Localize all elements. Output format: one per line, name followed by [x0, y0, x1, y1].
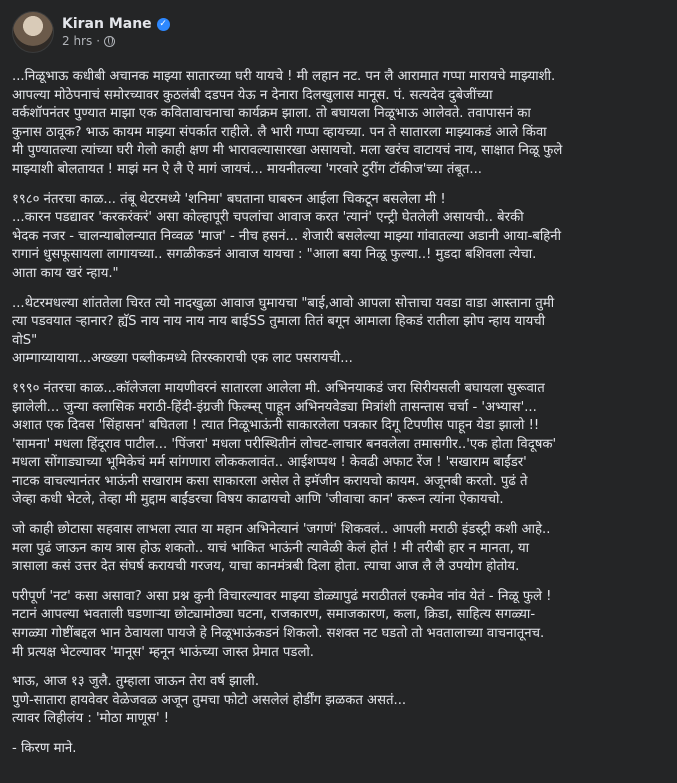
post-text-line: त्यावर लिहीलंय : 'मोठा माणूस' !: [12, 711, 170, 727]
post-paragraph: [12, 740, 665, 759]
meta-separator: ·: [96, 34, 101, 48]
post-text-line: वर्कशॉपनंतर पुण्यात माझा एक कवितावाचनाचा कार्यक्रम झाला. तो बघायला निळूभाऊ आलेवते. तवापासनं का: [12, 106, 531, 122]
post-text-line: आम्गाय्यायाया...अख्ख्या पब्लीकमध्ये तिरस्काराची एक लाट पसरायची...: [12, 351, 353, 367]
globe-icon[interactable]: [104, 36, 115, 47]
post-text-line: माझ्याशी बोलतायत ! माझं मन ऐ लै ऐ मागं जायचं... मायनीतल्या 'गरवारे टुरींग टॉकीज'च्या तंबूत...: [12, 161, 482, 177]
post-text-line: जो काही छोटासा सहवास लाभला त्यात या महान अभिनेत्यानं 'जगणं' शिकवलं.. आपली मराठी इंडस्ट्री कशी आहे..: [12, 522, 551, 538]
post-text-line: मला पुढं जाऊन काय त्रास होऊ शकतो.. याचं भाकित भाऊंनी त्यावेळी केलं होतं ! मी तरीबी हार न मानता, या: [12, 540, 530, 556]
post-text-line: - किरण माने.: [12, 741, 77, 756]
post-text-line: परीपूर्ण 'नट' कसा असावा? असा प्रश्न कुनी विचारल्यावर माझ्या डोळ्यापुढं मराठीतलं एकमेव नांव येतं - निळू फुले !: [12, 588, 552, 604]
post-text-line: मधला सोंगाड्याच्या भूमिकेचं मर्म सांगणारा लोककलावंत.. आईशप्पथ ! केवढी अफाट रेंज ! 'सखाराम बाईंडर': [12, 455, 527, 471]
timestamp-row: [62, 34, 170, 48]
post-text-line: भेदक नजर - चालन्याबोलन्यात निव्वळ 'माज' - नीच हसनं... शेजारी बसलेल्या माझ्या गांवातल्या अडानी आया-बहिनी: [12, 228, 562, 244]
post-time[interactable]: 2 hrs: [62, 34, 93, 48]
post-text-line: पुणे-सातारा हायवेवर वेळेजवळ अजून तुमचा फोटो असलेलं होर्डींग झळकत असतं...: [12, 692, 407, 708]
post-text-line: नाटक वाचल्यानंतर भाऊंनी सखाराम कसा साकारला असेल ते इमॅजीन करायचो कायम. अजूनबी करतो. पुढं ते: [12, 473, 528, 489]
post-text-line: १९८० नंतरचा काळ... तंबू थेटरमध्ये 'शनिमा' बघताना घाबरुन आईला चिकटून बसलेला मी !: [12, 191, 446, 207]
post-paragraph: [12, 521, 665, 577]
post-text-line: १९९० नंतरचा काळ...कॉलेजला मायणीवरनं सातारला आलेला मी. अभिनयाकडं जरा सिरीयसली बघायला सुरूवात: [12, 380, 545, 396]
post-text-line: रागानं धुसफूसायला लागायच्या.. सगळीकडनं आवाज यायचा : "आला बया निळू फुल्या..! मुडदा बशिवला त्येचा.: [12, 247, 537, 263]
post-text-line: ...निळूभाऊ कधीबी अचानक माझ्या सातारच्या घरी यायचे ! मी लहान नट. पन लै आरामात गप्पा मारायचे माझ्याशी.: [12, 69, 556, 84]
verified-badge-icon: ✓: [157, 18, 170, 31]
post-text-line: कुनास ठावूक? भाऊ कायम माझ्या संपर्कात राहीले. लै भारी गप्पा व्हायच्या. पन ते सातारला माझ्याकडं आले किंवा: [12, 124, 547, 140]
post-text-line: सगळ्या गोष्टींबद्दल भान ठेवायला पायजे हे निळूभाऊंकडनं शिकलो. सशक्त नट घडतो तो भवतालाच्या वाचनातूनच.: [12, 626, 545, 642]
post-text-line: त्रासाला कसं उत्तर देत संघर्ष करायची गरजय, याचा कानमंत्रबी दिला होता. त्याचा आज लै लै उपयोग होतोय.: [12, 559, 520, 575]
post-paragraph: [12, 588, 665, 662]
post-text-line: अशात एक दिवस 'सिंहासन' बघितला ! त्यात निळूभाऊंनी साकारलेला पत्रकार दिगू टिपणीस पाहून येडा झालो !!: [12, 418, 540, 434]
post-paragraph: [12, 68, 665, 180]
post-text-line: नटानं आपल्या भवताली घडणाऱ्या छोट्यामोठ्या घटना, राजकारण, समाजकारण, कला, क्रिडा, साहित्य सगळ्या-: [12, 607, 536, 623]
post-text-line: 'सामना' मधला हिंदूराव पाटील... 'पिंजरा' मधला परीस्थितीनं लोचट-लाचार बनवलेला तमासगीर..'एक होता विदूषक': [12, 436, 557, 452]
post-text-line: आता काय खरं न्हाय.": [12, 265, 119, 281]
author-name[interactable]: Kiran Mane: [62, 16, 152, 32]
post-text-line: मी पुण्यातल्या त्यांच्या घरी गेलो काही क्षण मी भारावल्यासारखा असायचो. मला खरंच वाटायचं नाय, साक्षात निळू फुले: [12, 143, 563, 159]
post-paragraph: [12, 295, 665, 369]
post-text-line: जेव्हा कधी भेटले, तेव्हा मी मुद्दाम बाईंडरचा विषय काढायचो आणि 'जीवाचा कान' करून त्यांना ऐकायचो.: [12, 492, 504, 508]
post-text-line: ...कारन पडद्यावर 'करकरंकरं' असा कोल्हापूरी चपलांचा आवाज करत 'त्यानं' एन्ट्री घेतलेली असायची.. बेरकी: [12, 210, 524, 226]
author-row: [62, 16, 170, 32]
post-text-line: ...थेटरमधल्या शांततेला चिरत त्यो नादखुळा आवाज घुमायचा "बाई,आवो आपला सोत्ताचा यवडा वाडा आस्ताना तुमी: [12, 295, 555, 311]
post-text-line: मी प्रत्यक्ष भेटल्यावर 'मानूस' म्हनून भाऊंच्या जास्त प्रेमात पडलो.: [12, 644, 314, 660]
post-meta: [62, 16, 170, 48]
post-text-line: त्या पडवयात ऱ्हानार? ह्यॅS नाय नाय नाय नाय बाईSS तुमाला तितं बगून आमाला हिकडं रातीला झोप न्हाय यायची: [12, 314, 546, 330]
post-body: [12, 68, 665, 759]
post-text-line: भाऊ, आज १३ जुलै. तुम्हाला जाऊन तेरा वर्ष झाली.: [12, 674, 260, 690]
author-avatar[interactable]: [12, 11, 54, 53]
post-text-line: वोS": [12, 332, 38, 348]
post-paragraph: [12, 673, 665, 729]
post-text-line: आपल्या मोठेपनाचं समोरच्यावर कुठलंबी दडपन येऊ न देनारा दिलखुलास मानूस. पं. सत्यदेव दुबेजींच्या: [12, 87, 493, 103]
post-header: [12, 10, 665, 54]
post-paragraph: [12, 191, 665, 284]
post-paragraph: [12, 380, 665, 510]
post-text-line: झालेली... जुन्या क्लासिक मराठी-हिंदी-इंग्रजी फिल्म्स् पाहून अभिनयवेड्या मित्रांशी तासन्तास चर्चा - 'अभ्यास'...: [12, 399, 537, 415]
